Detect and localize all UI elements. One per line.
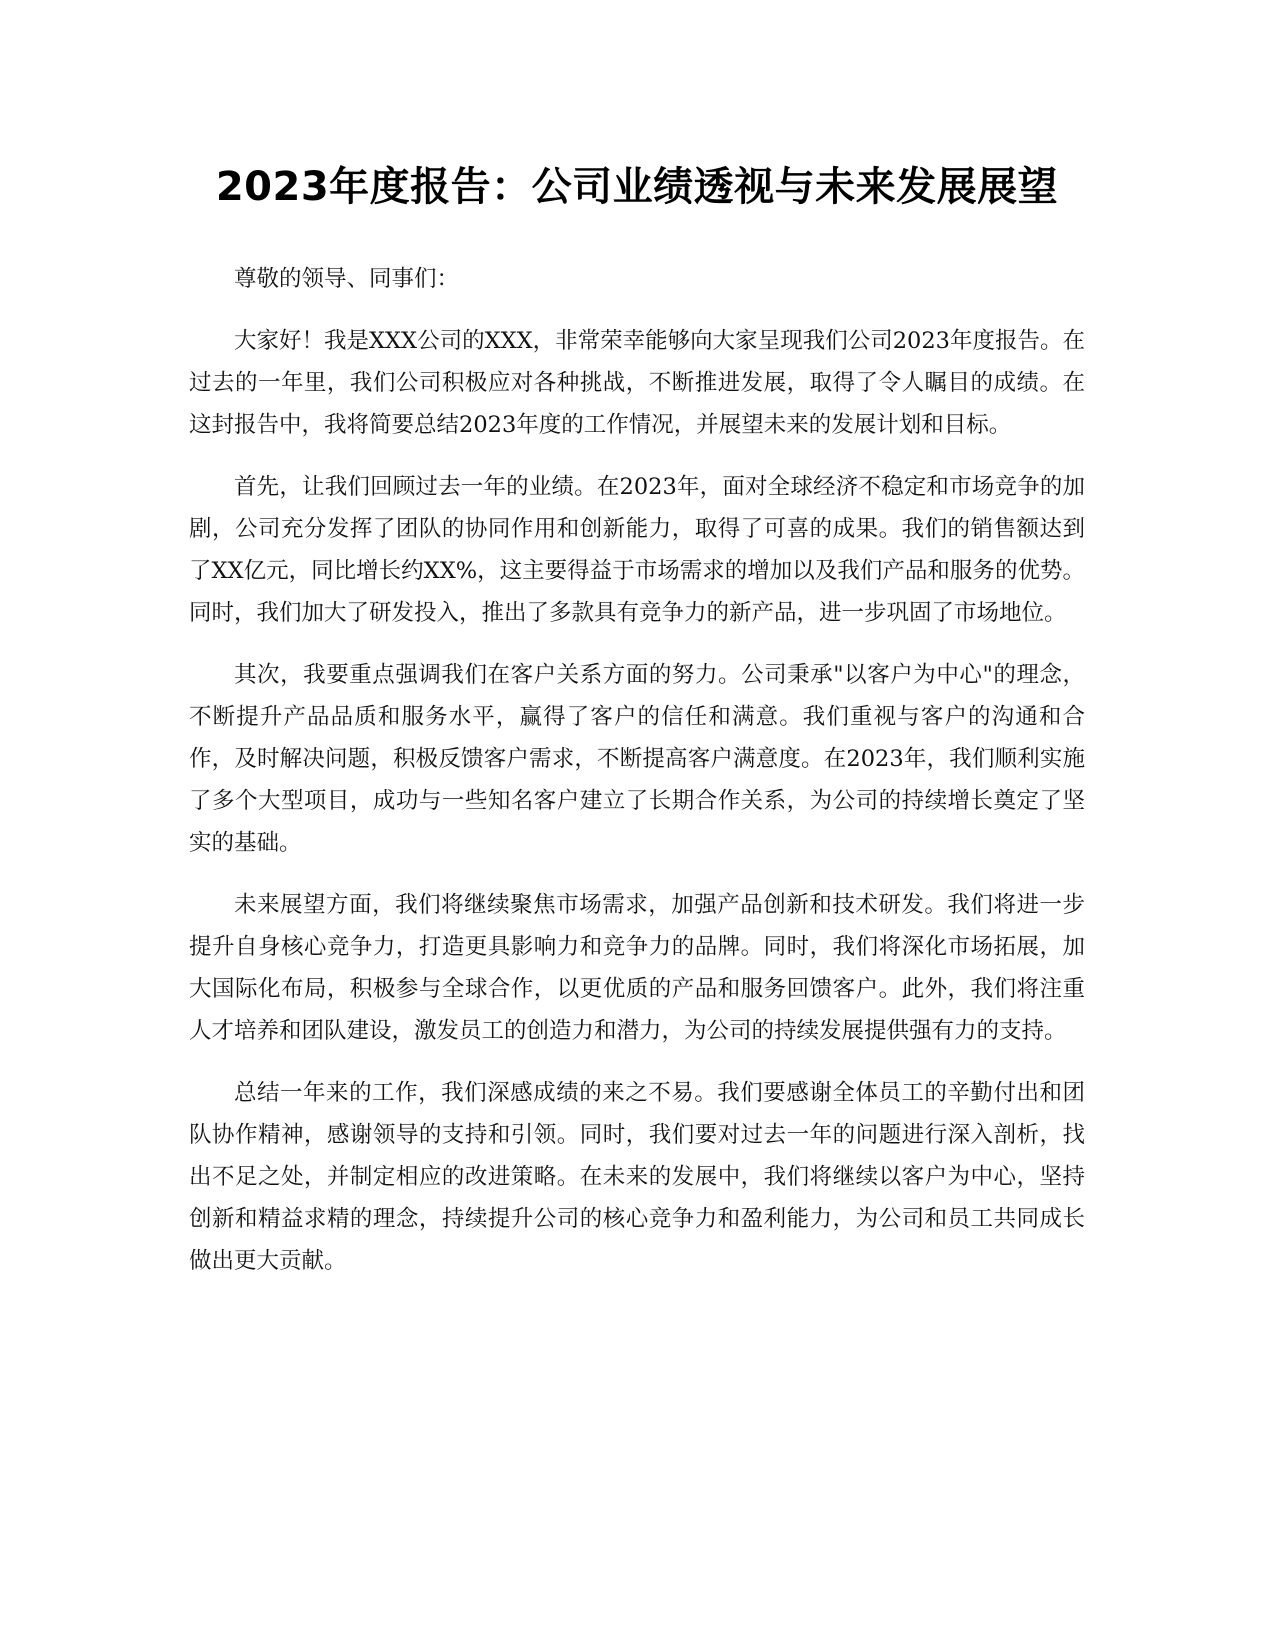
paragraph-customer-relations: 其次，我要重点强调我们在客户关系方面的努力。公司秉承"以客户为中心"的理念，不断提升产品品质和服务水平，赢得了客户的信任和满意。我们重视与客户的沟通和合作，及时解决问题，积极反馈客户需求，不断提高客户满意度。在2023年，我们顺利实施了多个大型项目，成功与一些知名客户建立了长期合作关系，为公司的持续增长奠定了坚实的基础。: [189, 662, 1085, 856]
paragraph-future-outlook: 未来展望方面，我们将继续聚焦市场需求，加强产品创新和技术研发。我们将进一步提升自身核心竞争力，打造更具影响力和竞争力的品牌。同时，我们将深化市场拓展，加大国际化布局，积极参与全球合作，以更优质的产品和服务回馈客户。此外，我们将注重人才培养和团队建设，激发员工的创造力和潜力，为公司的持续发展提供强有力的支持。: [189, 892, 1085, 1044]
document-title: 2023年度报告：公司业绩透视与未来发展展望: [215, 164, 1059, 210]
paragraph-salutation: 尊敬的领导、同事们：: [234, 266, 460, 292]
paragraph-performance-review: 首先，让我们回顾过去一年的业绩。在2023年，面对全球经济不稳定和市场竞争的加剧，公司充分发挥了团队的协同作用和创新能力，取得了可喜的成果。我们的销售额达到了XX亿元，同比增长约XX%，这主要得益于市场需求的增加以及我们产品和服务的优势。同时，我们加大了研发投入，推出了多款具有竞争力的新产品，进一步巩固了市场地位。: [189, 474, 1085, 626]
paragraph-introduction: 大家好！我是XXX公司的XXX，非常荣幸能够向大家呈现我们公司2023年度报告。在过去的一年里，我们公司积极应对各种挑战，不断推进发展，取得了令人瞩目的成绩。在这封报告中，我将简要总结2023年度的工作情况，并展望未来的发展计划和目标。: [189, 328, 1085, 438]
paragraph-summary: 总结一年来的工作，我们深感成绩的来之不易。我们要感谢全体员工的辛勤付出和团队协作精神，感谢领导的支持和引领。同时，我们要对过去一年的问题进行深入剖析，找出不足之处，并制定相应的改进策略。在未来的发展中，我们将继续以客户为中心，坚持创新和精益求精的理念，持续提升公司的核心竞争力和盈利能力，为公司和员工共同成长做出更大贡献。: [189, 1080, 1085, 1274]
